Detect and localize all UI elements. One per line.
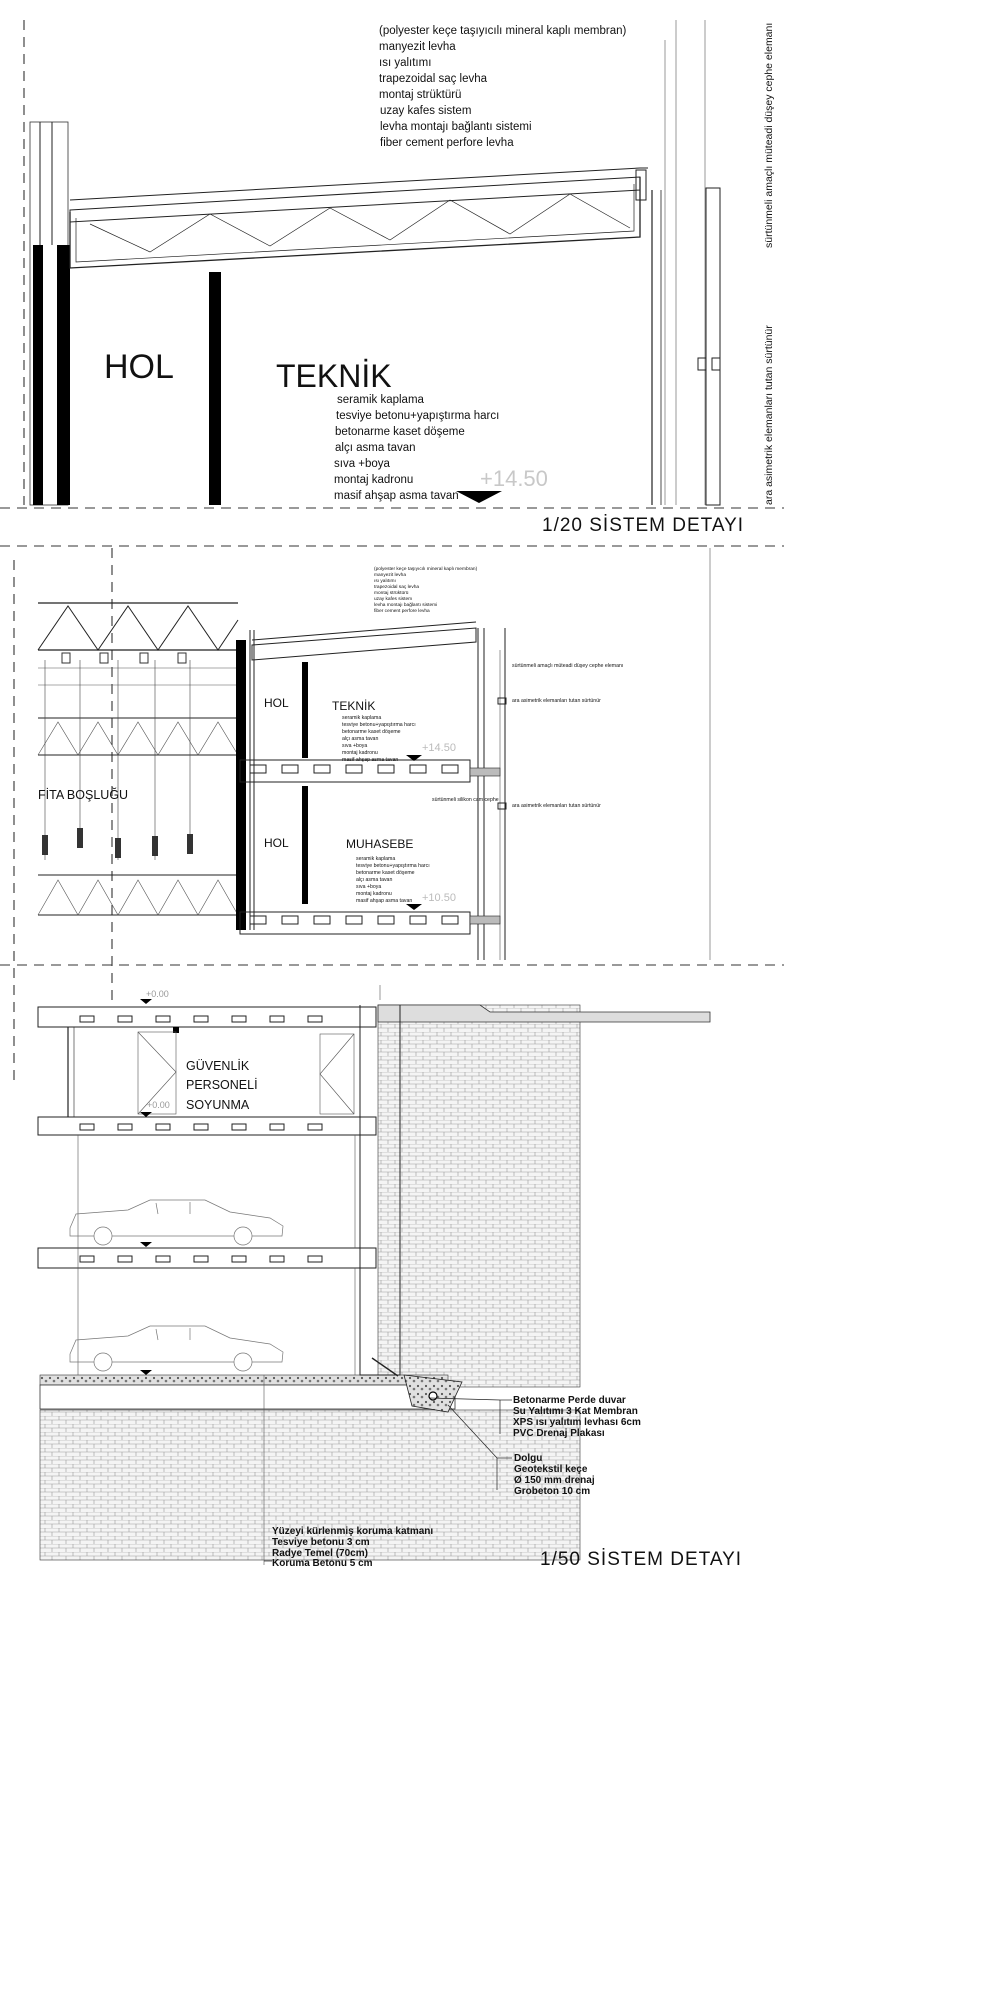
detail-1-20 xyxy=(0,20,784,536)
detail-title: 1/50 SİSTEM DETAYI xyxy=(540,1549,743,1568)
room-label-line: PERSONELİ xyxy=(186,1078,258,1092)
room-label-hol: HOL xyxy=(264,836,289,850)
basement-structure xyxy=(38,985,710,1565)
floor-layer-label: seramik kaplama xyxy=(337,394,424,406)
wall-layer-label: PVC Drenaj Plakası xyxy=(513,1428,605,1439)
floor-layer-label: montaj kadronu xyxy=(356,891,392,897)
facade-note: ara asimetrik elemanları tutan sürtünür xyxy=(763,325,775,505)
floor-layers-legend-lower xyxy=(356,856,430,904)
elevation-marker-icon xyxy=(140,1112,152,1117)
room-label-muhasebe: MUHASEBE xyxy=(346,837,414,851)
fly-space-label: FİTA BOŞLUĞU xyxy=(38,788,129,802)
roof-layer-label: manyezit levha xyxy=(374,573,406,578)
office-section xyxy=(236,622,506,960)
slab-upper xyxy=(240,760,470,782)
roof-layer-label: fiber cement perfore levha xyxy=(380,137,514,149)
floor-layers-legend xyxy=(334,394,499,502)
roof-space-frame xyxy=(70,168,720,505)
floor-layer-label: montaj kadronu xyxy=(342,750,378,756)
floor-layer-label: tesviye betonu+yapıştırma harcı xyxy=(342,722,416,728)
roof-layer-label: (polyester keçe taşıyıcılı mineral kaplı membran) xyxy=(374,567,478,572)
slab-layer-label: Yüzeyi kürlenmiş koruma katmanı xyxy=(272,1526,434,1537)
room-label-hol: HOL xyxy=(104,348,174,386)
roof-layers-legend xyxy=(379,25,627,149)
floor-layer-label: betonarme kaset döşeme xyxy=(342,729,401,735)
elevation-marker-icon xyxy=(140,1370,152,1375)
floor-layer-label: masif ahşap asma tavan xyxy=(342,757,399,763)
roof-layer-label: trapezoidal saç levha xyxy=(379,73,488,85)
floor-layer-label: alçı asma tavan xyxy=(356,877,393,883)
detail-1-50 xyxy=(0,546,784,1568)
floor-layer-label: sıva +boya xyxy=(342,743,368,749)
facade-note: ara asimetrik elemanları tutan sürtünür xyxy=(512,698,601,704)
roof-layer-label: ısı yalıtımı xyxy=(379,57,432,69)
security-room-label xyxy=(186,1059,258,1112)
roof-layer-label: trapezoidal saç levha xyxy=(374,585,420,590)
elevation-label: +14.50 xyxy=(422,742,456,754)
slab-layer-label: Koruma Betonu 5 cm xyxy=(272,1558,373,1568)
floor-layer-label: masif ahşap asma tavan xyxy=(356,898,413,904)
roof-layer-label: montaj strüktürü xyxy=(374,591,409,596)
slab-layer-label: Radye Temel (70cm) xyxy=(272,1548,368,1559)
facade-note: sürtünmeli amaçlı müteadi düşey cephe elemanı xyxy=(512,663,624,669)
elevation-label: +0.00 xyxy=(147,1100,170,1110)
floor-layer-label: montaj kadronu xyxy=(334,474,414,486)
floor-layer-label: masif ahşap asma tavan xyxy=(334,490,459,502)
roof-layer-label: (polyester keçe taşıyıcılı mineral kaplı membran) xyxy=(379,25,627,37)
slab-layer-label: Tesviye betonu 3 cm xyxy=(272,1537,370,1548)
roof-layer-label: montaj strüktürü xyxy=(379,89,462,101)
elevation-marker-icon xyxy=(140,1242,152,1247)
wall-layers-legend xyxy=(513,1395,641,1439)
elevation-marker-icon xyxy=(406,904,422,910)
car-illustration xyxy=(70,1326,283,1371)
floor-layer-label: sıva +boya xyxy=(356,884,382,890)
elevation-marker-icon xyxy=(140,999,152,1004)
wall-layer-label: XPS ısı yalıtım levhası 6cm xyxy=(513,1417,641,1428)
left-wall-columns xyxy=(30,122,70,505)
drain-layer-label: Dolgu xyxy=(514,1453,543,1464)
roof-layer-label: manyezit levha xyxy=(379,41,456,53)
facade-note: sürtünmeli silikon cam cephe xyxy=(432,797,499,803)
roof-layers-legend xyxy=(374,566,478,614)
roof-layer-label: ısı yalıtımı xyxy=(374,579,396,584)
elevation-label: +10.50 xyxy=(422,892,456,904)
wall-layer-label: Su Yalıtımı 3 Kat Membran xyxy=(513,1406,638,1417)
roof-layer-label: uzay kafes sistem xyxy=(380,105,472,117)
roof-layer-label: uzay kafes sistem xyxy=(374,597,413,602)
floor-layers-legend-upper xyxy=(342,715,416,763)
elevation-label: +14.50 xyxy=(480,466,548,491)
room-label-teknik: TEKNİK xyxy=(332,699,376,713)
floor-layer-label: alçı asma tavan xyxy=(335,442,416,454)
floor-layer-label: tesviye betonu+yapıştırma harcı xyxy=(356,863,430,869)
slab-lower xyxy=(240,912,470,934)
floor-layer-label: betonarme kaset döşeme xyxy=(356,870,415,876)
wall-layer-label: Betonarme Perde duvar xyxy=(513,1395,626,1406)
detail-title: 1/20 SİSTEM DETAYI xyxy=(542,515,745,536)
drain-layer-label: Geotekstil keçe xyxy=(514,1464,588,1475)
room-label-teknik: TEKNİK xyxy=(276,358,392,394)
floor-layer-label: seramik kaplama xyxy=(342,715,382,721)
facade-note: sürtünmeli amaçlı müteadi düşey cephe elemanı xyxy=(763,22,775,248)
partition-wall xyxy=(209,272,221,505)
floor-layer-label: alçı asma tavan xyxy=(342,736,379,742)
elevation-marker-icon xyxy=(456,491,502,503)
floor-layer-label: sıva +boya xyxy=(334,458,390,470)
floor-layer-label: betonarme kaset döşeme xyxy=(335,426,465,438)
elevation-label: +0.00 xyxy=(146,989,169,999)
drain-layer-label: Ø 150 mm drenaj xyxy=(514,1475,595,1486)
car-illustration xyxy=(70,1200,283,1245)
roof-layer-label: levha montajı bağlantı sistemi xyxy=(380,121,532,133)
fly-tower-truss xyxy=(38,603,238,915)
roof-layer-label: fiber cement perfore levha xyxy=(374,609,430,614)
floor-layer-label: seramik kaplama xyxy=(356,856,396,862)
room-label-line: GÜVENLİK xyxy=(186,1059,250,1073)
room-label-line: SOYUNMA xyxy=(186,1098,250,1112)
facade-note: ara asimetrik elemanları tutan sürtünür xyxy=(512,803,601,809)
room-label-hol: HOL xyxy=(264,696,289,710)
floor-layer-label: tesviye betonu+yapıştırma harcı xyxy=(336,410,500,422)
roof-layer-label: levha montajı bağlantı sistemi xyxy=(374,603,438,608)
drain-layer-label: Grobeton 10 cm xyxy=(514,1486,591,1497)
facade-notes xyxy=(432,663,623,809)
